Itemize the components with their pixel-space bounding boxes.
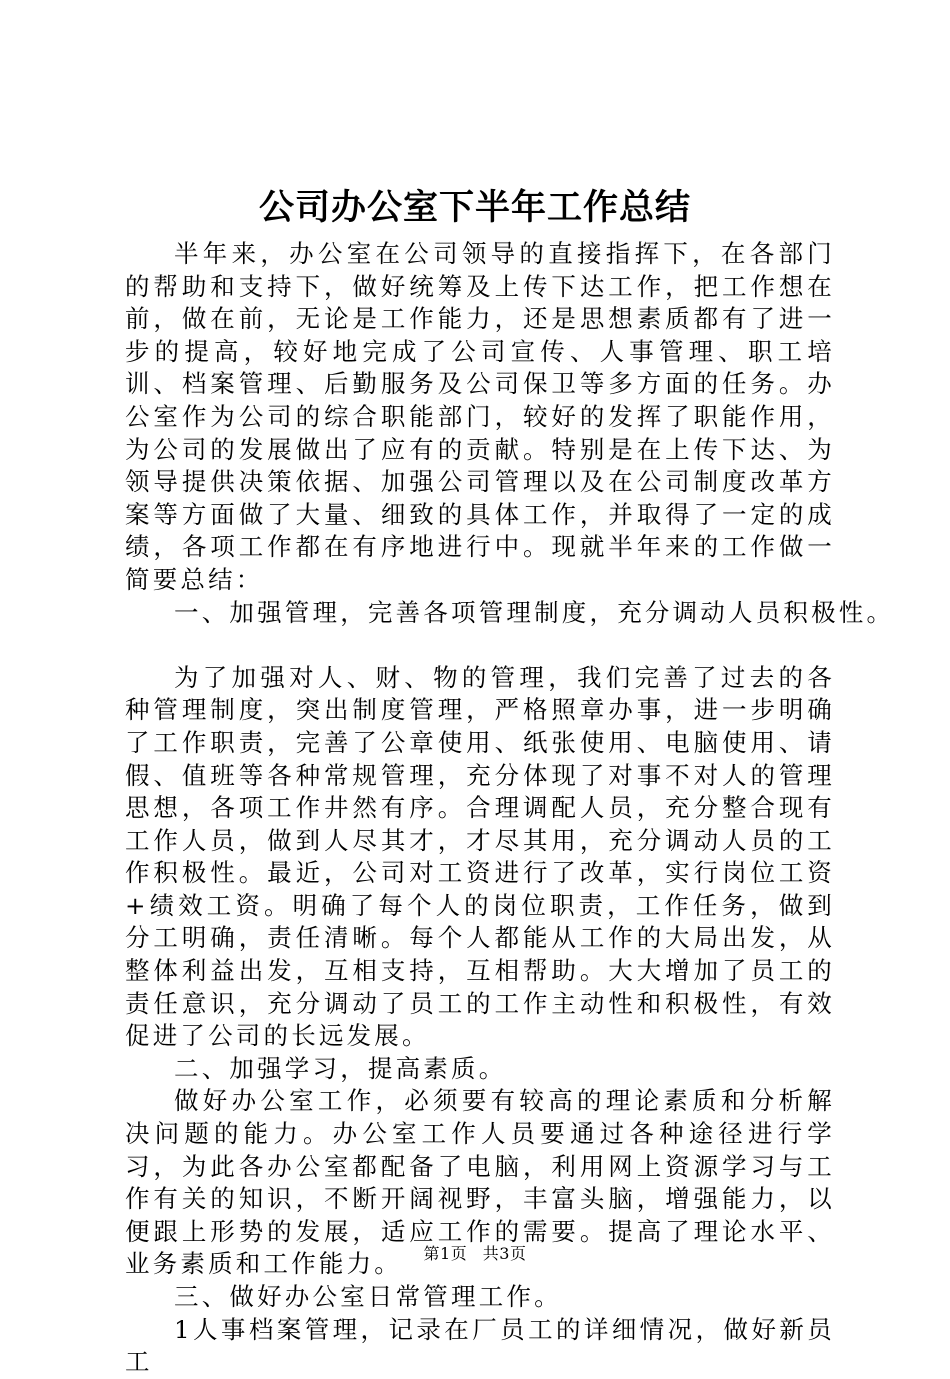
section-heading-1: 一、加强管理，完善各项管理制度，充分调动人员积极性。	[174, 597, 895, 627]
page-number: 第1页	[423, 1244, 468, 1263]
section-3-paragraph: 1人事档案管理，记录在厂员工的详细情况，做好新员工	[125, 1314, 835, 1377]
section-2-paragraph: 做好办公室工作，必须要有较高的理论素质和分析解决问题的能力。办公室工作人员要通过各种途径进行学习，为此各办公室都配备了电脑，利用网上资源学习与工作有关的知识，不断开阔视野，丰富头脑，增强能力，以便跟上形势的发展，适应工作的需要。提高了理论水平、业务素质和工作能力。	[125, 1086, 835, 1279]
blank-line	[125, 629, 835, 662]
page-total: 共3页	[482, 1244, 527, 1263]
intro-paragraph: 半年来，办公室在公司领导的直接指挥下，在各部门的帮助和支持下，做好统筹及上传下达工作，把工作想在前，做在前，无论是工作能力，还是思想素质都有了进一步的提高，较好地完成了公司宣传、人事管理、职工培训、档案管理、后勤服务及公司保卫等多方面的任务。办公室作为公司的综合职能部门，较好的发挥了职能作用，为公司的发展做出了应有的贡献。特别是在上传下达、为领导提供决策依据、加强公司管理以及在公司制度改革方案等方面做了大量、细致的具体工作，并取得了一定的成绩，各项工作都在有序地进行中。现就半年来的工作做一简要总结：	[125, 239, 835, 594]
section-heading-3: 三、做好办公室日常管理工作。	[174, 1282, 562, 1311]
page-footer	[0, 1244, 950, 1264]
section-heading-2: 二、加强学习，提高素质。	[174, 1053, 507, 1083]
section-1-paragraph: 为了加强对人、财、物的管理，我们完善了过去的各种管理制度，突出制度管理，严格照章办事，进一步明确了工作职责，完善了公章使用、纸张使用、电脑使用、请假、值班等各种常规管理，充分体现了对事不对人的管理思想，各项工作井然有序。合理调配人员，充分整合现有工作人员，做到人尽其才，才尽其用，充分调动人员的工作积极性。最近，公司对工资进行了改革，实行岗位工资+绩效工资。明确了每个人的岗位职责，工作任务，做到分工明确，责任清晰。每个人都能从工作的大局出发，从整体利益出发，互相支持，互相帮助。大大增加了员工的责任意识，充分调动了员工的工作主动性和积极性，有效促进了公司的长远发展。	[125, 662, 835, 1051]
document-body	[125, 238, 895, 1379]
document-title: 公司办公室下半年工作总结	[258, 187, 691, 228]
